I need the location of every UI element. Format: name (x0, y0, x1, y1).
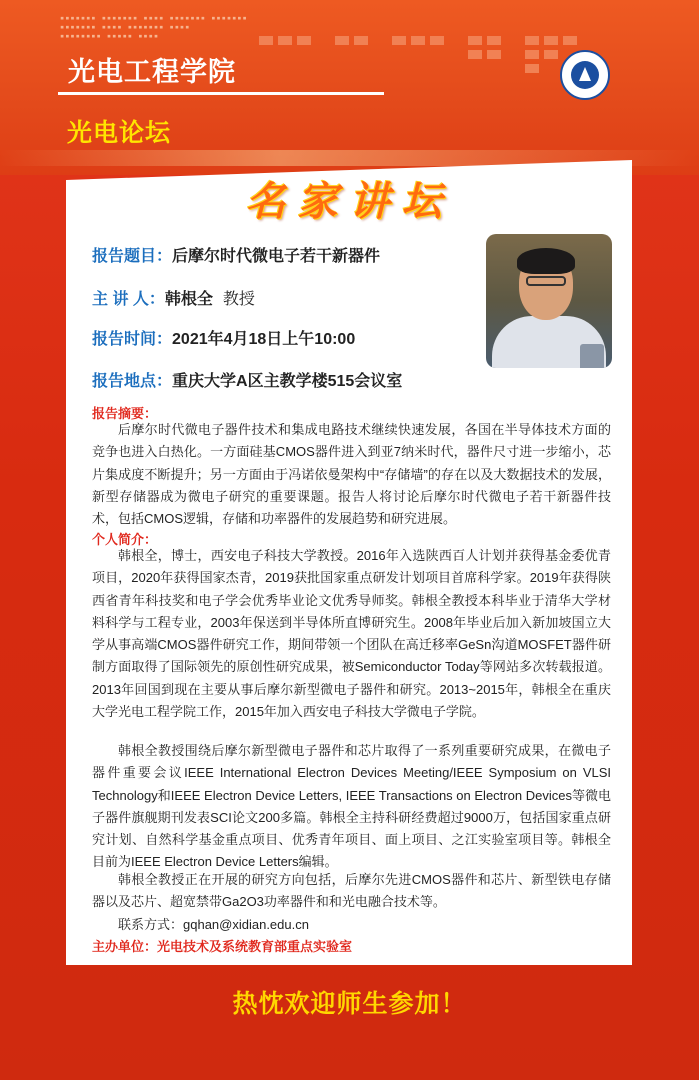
topic-value: 后摩尔时代微电子若干新器件 (172, 248, 381, 265)
bio-paragraph-1: 韩根全，博士，西安电子科技大学教授。2016年入选陕西百人计划并获得基金委优青项目，2020年获得国家杰青，2019获批国家重点研发计划项目首席科学家。2019年获得陕西省青年科技奖和电子学会优秀毕业论文优秀导师奖。韩根全教授本科毕业于清华大学材料科学与工程专业，2003年保送到半导体所直博研究生。2008年毕业后加入新加坡国立大学从事高端CMOS器件研究工作，期间带领一个团队在高迁移率GeSn沟道MOSFET器件研制方面取得了国际领先的原创性研究成果，被Semiconductor Today等网站多次转载报道。2013年回国到现在主要从事后摩尔新型微电子器件和研究。2013~2015年，韩根全在重庆大学光电工程学院工作，2015年加入西安电子科技大学微电子学院。 (92, 548, 611, 720)
divider (58, 92, 384, 95)
abstract-text: 后摩尔时代微电子器件技术和集成电路技术继续快速发展，各国在半导体技术方面的竞争也进入白热化。一方面硅基CMOS器件进入到亚7纳米时代，器件尺寸进一步缩小，芯片集成度不断提升；另一方面由于冯诺依曼架构中“存储墙”的存在以及大数据技术的发展，新型存储器成为微电子研究的重要课题。报告人将讨论后摩尔时代微电子若干新器件技术，包括CMOS逻辑，存储和功率器件的发展趋势和研究进展。 (92, 422, 611, 527)
topic-label: 报告题目： (92, 248, 173, 265)
welcome-banner: 热忱欢迎师生参加！ (232, 989, 467, 1018)
speaker-label: 主 讲 人： (92, 291, 165, 308)
header-square-pattern (259, 36, 579, 73)
header-dot-pattern: ▪▪▪▪▪▪▪ ▪▪▪▪▪▪▪ ▪▪▪▪ ▪▪▪▪▪▪▪ ▪▪▪▪▪▪▪ ▪▪▪▪▪▪▪ ▪▪▪▪ ▪▪▪▪▪▪▪ ▪▪▪▪ ▪▪▪▪▪▪▪▪ ▪▪▪▪▪ ▪▪▪▪ (60, 14, 248, 40)
speaker-row (92, 286, 255, 309)
place-value: 重庆大学A区主教学楼515会议室 (172, 373, 403, 390)
poster-headline: 名家讲坛 (245, 178, 454, 225)
bio-title: 个人简介： (92, 532, 158, 547)
speaker-title: 教授 (222, 291, 255, 308)
sponsor-info: 主办单位：光电技术及系统教育部重点实验室 (92, 939, 353, 954)
time-row (92, 326, 355, 349)
speaker-name: 韩根全 (164, 291, 213, 308)
time-label: 报告时间： (92, 331, 173, 348)
university-logo-icon (560, 50, 610, 100)
abstract-title: 报告摘要： (92, 406, 158, 421)
time-value: 2021年4月18日上午10:00 (172, 331, 356, 348)
topic-row (92, 243, 380, 266)
college-name: 光电工程学院 (68, 57, 236, 88)
contact-info: 联系方式：gqhan@xidian.edu.cn (118, 917, 309, 932)
forum-title: 光电论坛 (67, 118, 172, 147)
place-label: 报告地点： (92, 373, 173, 390)
speaker-photo (486, 234, 612, 368)
bio-paragraph-2: 韩根全教授围绕后摩尔新型微电子器件和芯片取得了一系列重要研究成果，在微电子器件重要会议IEEE International Electron Devices Meeting/IEEE Symposium on VLSI Technology和IEEE Electron Device Letters, IEEE Transactions on Electron Devices等微电子器件旗舰期刊发表SCI论文200多篇。韩根全主持科研经费超过9000万，包括国家重点研究计划、自然科学基金重点项目、优秀青年项目、面上项目、之江实验室项目等。韩根全目前为IEEE Electron Device Letters编辑。 (92, 743, 612, 870)
place-row (92, 368, 402, 391)
bio-paragraph-3: 韩根全教授正在开展的研究方向包括，后摩尔先进CMOS器件和芯片、新型铁电存储器以及芯片、超宽禁带Ga2O3功率器件和和光电融合技术等。 (92, 872, 611, 910)
